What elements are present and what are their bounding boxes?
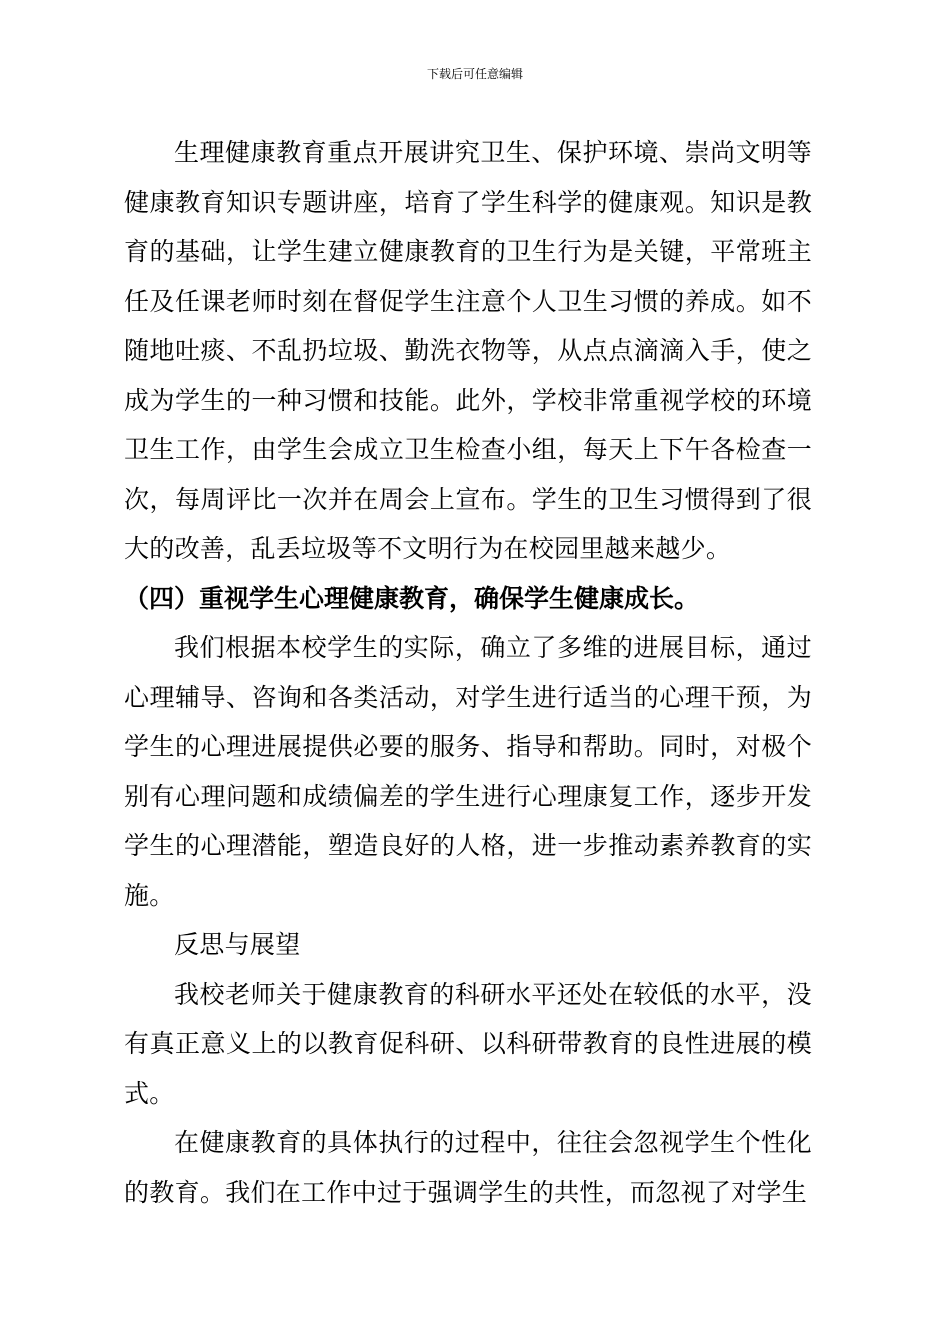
document-body: [124, 128, 812, 1217]
paragraph-research-level: 我校老师关于健康教育的科研水平还处在较低的水平，没有真正意义上的以教育促科研、以科研带教育的良性进展的模式。: [124, 979, 812, 1108]
section-heading-four: （四）重视学生心理健康教育，确保学生健康成长。: [124, 583, 700, 613]
paragraph-mental-health: 我们根据本校学生的实际，确立了多维的进展目标，通过心理辅导、咨询和各类活动，对学生进行适当的心理干预，为学生的心理进展提供必要的服务、指导和帮助。同时，对极个别有心理问题和成绩偏差的学生进行心理康复工作，逐步开发学生的心理潜能，塑造良好的人格，进一步推动素养教育的实施。: [124, 633, 812, 910]
section-title-reflection: 反思与展望: [174, 930, 301, 959]
paragraph-individualized-education: 在健康教育的具体执行的过程中，往往会忽视学生个性化的教育。我们在工作中过于强调学生的共性，而忽视了对学生: [124, 1128, 812, 1207]
page-header: 下载后可任意编辑: [426, 67, 523, 81]
paragraph-physical-health: 生理健康教育重点开展讲究卫生、保护环境、崇尚文明等健康教育知识专题讲座，培育了学生科学的健康观。知识是教育的基础，让学生建立健康教育的卫生行为是关键，平常班主任及任课老师时刻在督促学生注意个人卫生习惯的养成。如不随地吐痰、不乱扔垃圾、勤洗衣物等，从点点滴滴入手，使之成为学生的一种习惯和技能。此外，学校非常重视学校的环境卫生工作，由学生会成立卫生检查小组，每天上下午各检查一次，每周评比一次并在周会上宣布。学生的卫生习惯得到了很大的改善，乱丢垃圾等不文明行为在校园里越来越少。: [124, 138, 812, 563]
